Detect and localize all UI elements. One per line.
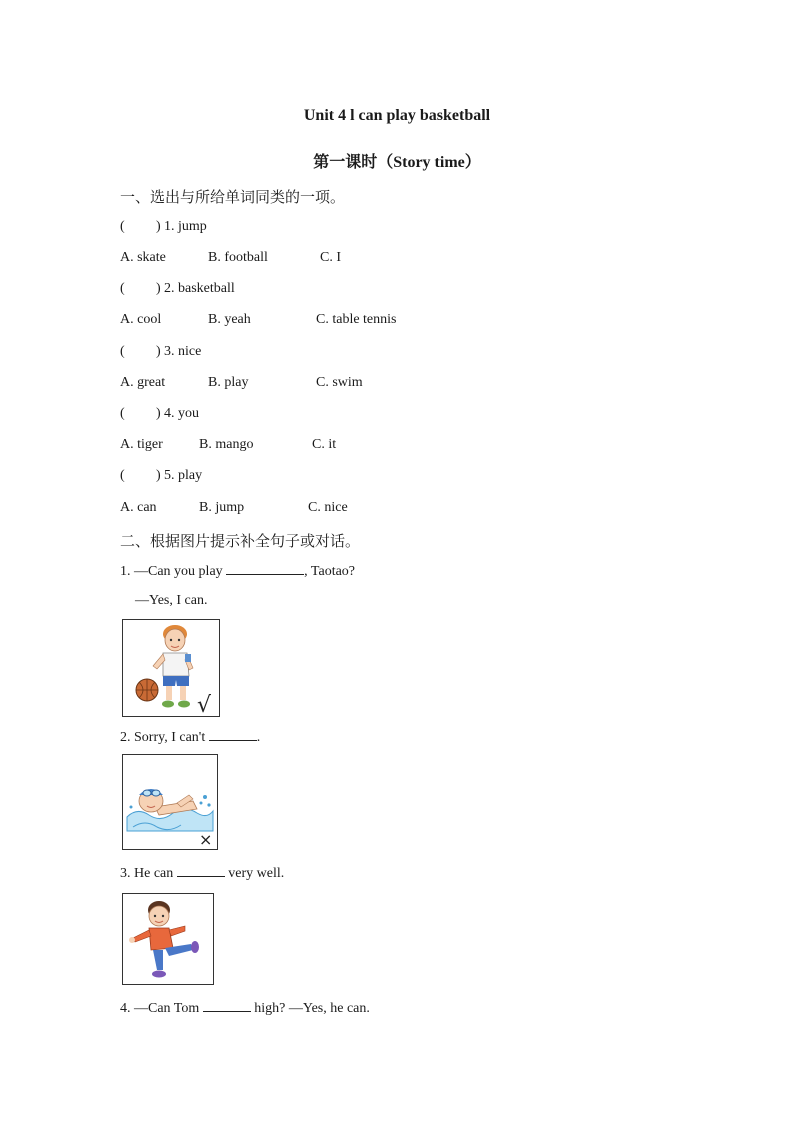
fill-question-3-prompt: 3. He can: [120, 866, 174, 881]
question-3-option-c: C. swim: [316, 375, 363, 390]
fill-question-1-answer: —Yes, I can.: [135, 593, 208, 608]
fill-question-1-suffix: , Taotao?: [304, 564, 356, 579]
basketball-boy-icon: [123, 620, 219, 716]
question-3: ( ) 3. nice: [120, 344, 202, 359]
question-1-word: 1. jump: [164, 219, 207, 234]
question-3-option-b: B. play: [208, 375, 249, 390]
question-5-option-a: A. can: [120, 500, 157, 515]
question-4-option-b: B. mango: [199, 437, 254, 452]
question-2: ( ) 2. basketball: [120, 281, 235, 296]
question-5-option-b: B. jump: [199, 500, 245, 515]
swimming-boy-picture: [122, 754, 218, 850]
skating-boy-picture: [122, 893, 214, 985]
question-1-option-b: B. football: [208, 250, 268, 265]
cross-mark-icon: ×: [199, 830, 213, 849]
lesson-subtitle: 第一课时（Story time）: [313, 154, 481, 171]
question-2-word: 2. basketball: [164, 281, 235, 296]
fill-question-4-suffix: high?: [254, 1001, 286, 1016]
question-3-word: 3. nice: [164, 344, 202, 359]
answer-blank[interactable]: [209, 728, 257, 741]
fill-question-2-prompt: 2. Sorry, I can't: [120, 730, 206, 745]
fill-question-3-suffix: very well.: [228, 866, 285, 881]
fill-question-2-suffix: .: [256, 730, 261, 745]
answer-blank[interactable]: [226, 562, 304, 575]
question-2-option-a: A. cool: [120, 312, 162, 327]
part2-heading: 二、根据图片提示补全句子或对话。: [120, 532, 361, 550]
question-5-word: 5. play: [164, 468, 203, 483]
fill-question-2: [120, 728, 260, 746]
question-2-option-b: B. yeah: [208, 312, 251, 327]
fill-question-4: [120, 999, 370, 1017]
question-5: ( ) 5. play: [120, 468, 203, 483]
question-4-option-a: A. tiger: [120, 437, 163, 452]
question-5-option-c: C. nice: [308, 500, 348, 515]
answer-blank[interactable]: [177, 864, 225, 877]
question-4-word: 4. you: [164, 406, 199, 421]
fill-question-1-prompt: 1. —Can you play: [120, 564, 223, 579]
fill-question-3: [120, 864, 284, 882]
basketball-boy-picture: [122, 619, 220, 717]
question-4-option-c: C. it: [312, 437, 337, 452]
fill-question-1: [120, 562, 355, 580]
question-3-option-a: A. great: [120, 375, 166, 390]
question-1-option-a: A. skate: [120, 250, 166, 265]
check-mark-icon: √: [197, 693, 212, 716]
worksheet-title: Unit 4 l can play basketball: [303, 107, 491, 124]
question-1: ( ) 1. jump: [120, 219, 207, 234]
question-1-option-c: C. I: [320, 250, 341, 265]
part1-heading: 一、选出与所给单词同类的一项。: [120, 188, 346, 206]
fill-question-4-prompt: 4. —Can Tom: [120, 1001, 200, 1016]
swimming-boy-icon: [123, 755, 217, 849]
fill-question-4-answer: —Yes, he can.: [288, 1001, 370, 1016]
question-4: ( ) 4. you: [120, 406, 199, 421]
answer-blank[interactable]: [203, 999, 251, 1012]
question-2-option-c: C. table tennis: [316, 312, 397, 327]
skating-boy-icon: [123, 894, 213, 984]
